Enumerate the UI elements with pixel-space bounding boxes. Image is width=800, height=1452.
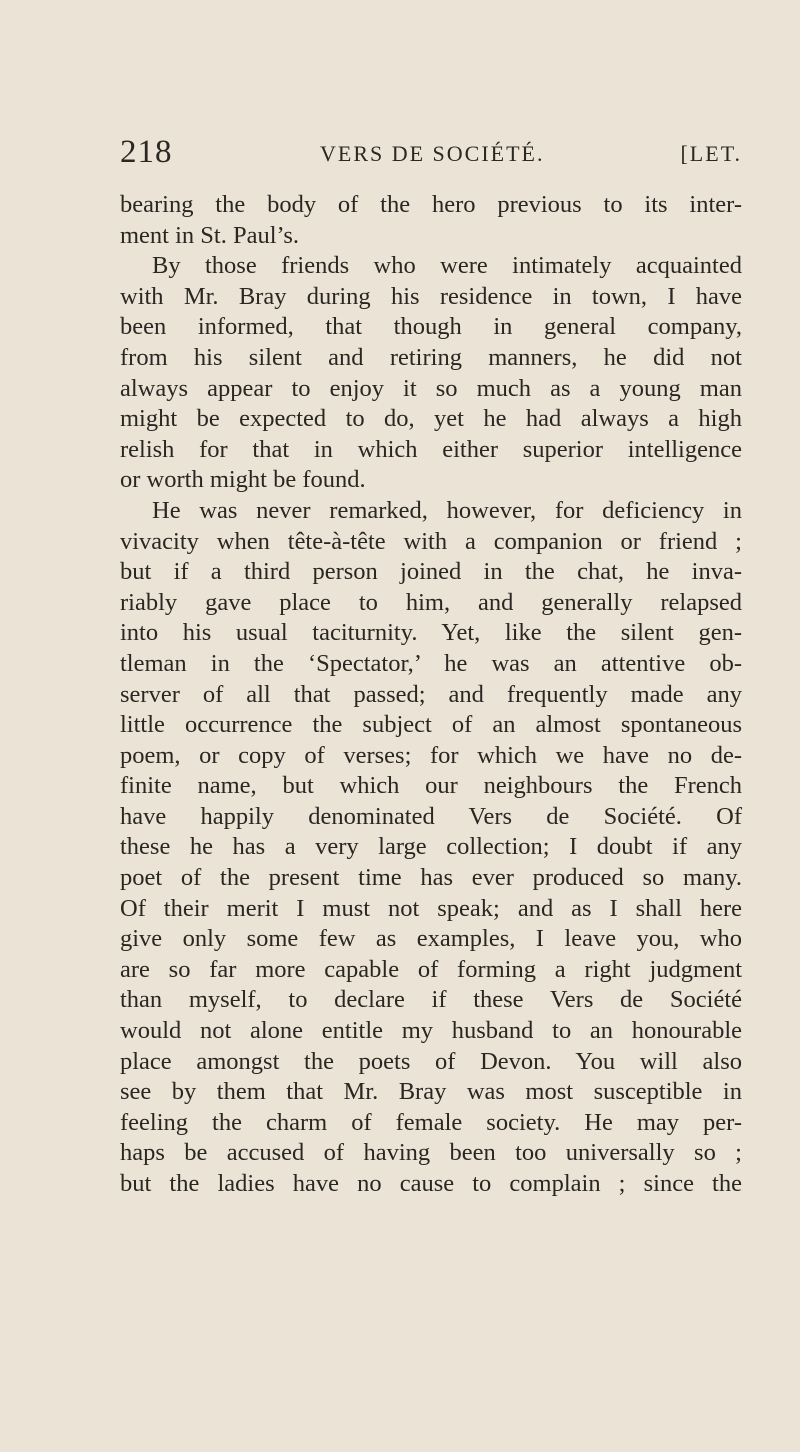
text-line: riably gave place to him, and generally relapsed (120, 588, 742, 616)
text-line: feeling the charm of female society. He may per- (120, 1108, 742, 1136)
text-line: into his usual taciturnity. Yet, like the silent gen- (120, 619, 742, 647)
text-line: are so far more capable of forming a right judgment (120, 955, 742, 983)
running-title: VERS DE SOCIÉTÉ. (320, 141, 545, 166)
text-line: but the ladies have no cause to complain ; since the (120, 1170, 742, 1197)
text-line: vivacity when tête-à-tête with a companion or friend ; (120, 527, 742, 555)
text-line: these he has a very large collection; I doubt if any (120, 833, 742, 861)
text-line: give only some few as examples, I leave you, who (120, 925, 742, 953)
text-line: see by them that Mr. Bray was most susceptible in (120, 1078, 742, 1106)
text-line: would not alone entitle my husband to an honourable (120, 1017, 742, 1045)
text-line: but if a third person joined in the chat, he inva- (120, 558, 742, 586)
text-line: bearing the body of the hero previous to its inter- (120, 191, 742, 218)
text-line: little occurrence the subject of an almost spontaneous (120, 711, 742, 739)
text-line: from his silent and retiring manners, he did not (120, 343, 742, 371)
text-line: haps be accused of having been too universally so ; (120, 1139, 742, 1167)
body-text (120, 190, 742, 1200)
text-line: poem, or copy of verses; for which we have no de- (120, 741, 742, 769)
text-line: place amongst the poets of Devon. You will also (120, 1047, 742, 1075)
text-line: tleman in the ‘Spectator,’ he was an attentive ob- (120, 649, 742, 677)
text-line: server of all that passed; and frequently made any (120, 680, 742, 708)
page-number: 218 (120, 134, 173, 170)
text-line: than myself, to declare if these Vers de Société (120, 986, 742, 1014)
text-line: Of their merit I must not speak; and as I shall here (120, 894, 742, 922)
text-line: poet of the present time has ever produced so many. (120, 864, 742, 892)
text-line: By those friends who were intimately acquainted (152, 252, 742, 280)
text-line: have happily denominated Vers de Société. Of (120, 802, 742, 830)
text-line: been informed, that though in general company, (120, 313, 742, 341)
text-line: always appear to enjoy it so much as a young man (120, 374, 742, 402)
text-line: might be expected to do, yet he had always a high (120, 405, 742, 433)
text-line: relish for that in which either superior intelligence (120, 435, 742, 463)
text-line: or worth might be found. (120, 466, 366, 494)
text-line: He was never remarked, however, for deficiency in (152, 496, 742, 524)
section-mark: [LET. (680, 141, 742, 166)
text-line: ment in St. Paul’s. (120, 221, 300, 249)
text-line: finite name, but which our neighbours the French (120, 772, 742, 800)
page-header (120, 134, 742, 174)
text-line: with Mr. Bray during his residence in town, I have (120, 282, 742, 310)
